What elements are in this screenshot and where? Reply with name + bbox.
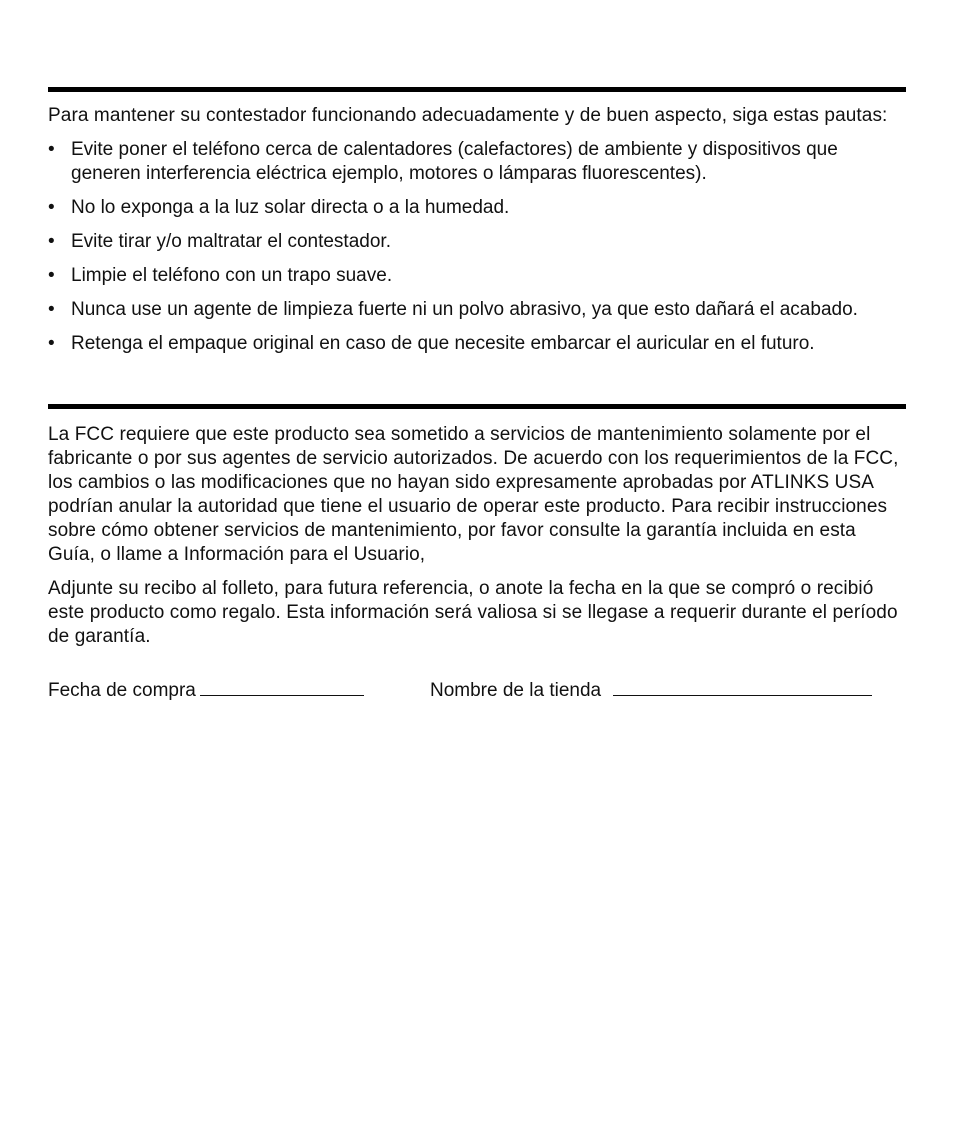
care-guideline-item: • Nunca use un agente de limpieza fuerte ni un polvo abrasivo, ya que esto dañará el acabado. — [48, 298, 906, 322]
care-guideline-item: • Evite tirar y/o maltratar el contestador. — [48, 230, 906, 254]
care-guideline-item: • Evite poner el teléfono cerca de calentadores (calefactores) de ambiente y dispositivos que generen interferencia eléctrica ejemplo, motores o lámparas fluorescentes). — [48, 138, 906, 186]
purchase-date-label: Fecha de compra — [48, 680, 196, 701]
care-section — [48, 104, 906, 356]
purchase-date-blank — [200, 675, 364, 696]
care-guideline-item: • Limpie el teléfono con un trapo suave. — [48, 264, 906, 288]
document-page — [48, 0, 906, 701]
purchase-date-field — [48, 675, 364, 703]
care-guideline-item: • Retenga el empaque original en caso de que necesite embarcar el auricular en el futuro. — [48, 332, 906, 356]
section-divider-service — [48, 404, 906, 409]
care-guidelines-list — [48, 138, 906, 356]
store-name-field — [430, 675, 872, 703]
receipt-paragraph: Adjunte su recibo al folleto, para futura referencia, o anote la fecha en la que se compró o recibió este producto como regalo. Esta información será valiosa si se llegase a requerir durante el período de garantía. — [48, 578, 898, 647]
purchase-record-line — [48, 675, 906, 701]
care-guideline-item: • No lo exponga a la luz solar directa o a la humedad. — [48, 196, 906, 220]
store-name-label: Nombre de la tienda — [430, 680, 602, 701]
store-name-blank — [613, 675, 872, 696]
service-section — [48, 423, 906, 701]
section-divider-care — [48, 87, 906, 92]
care-intro: Para mantener su contestador funcionando adecuadamente y de buen aspecto, siga estas pautas: — [48, 105, 888, 126]
fcc-service-paragraph: La FCC requiere que este producto sea sometido a servicios de mantenimiento solamente por el fabricante o por sus agentes de servicio autorizados. De acuerdo con los requerimientos de la FCC, los cambios o las modificaciones que no hayan sido expresamente aprobadas por ATLINKS USA podrían anular la autoridad que tiene el usuario de operar este producto. Para recibir instrucciones sobre cómo obtener servicios de mantenimiento, por favor consulte la garantía incluida en esta Guía, o llame a Información para el Usuario, — [48, 424, 899, 565]
